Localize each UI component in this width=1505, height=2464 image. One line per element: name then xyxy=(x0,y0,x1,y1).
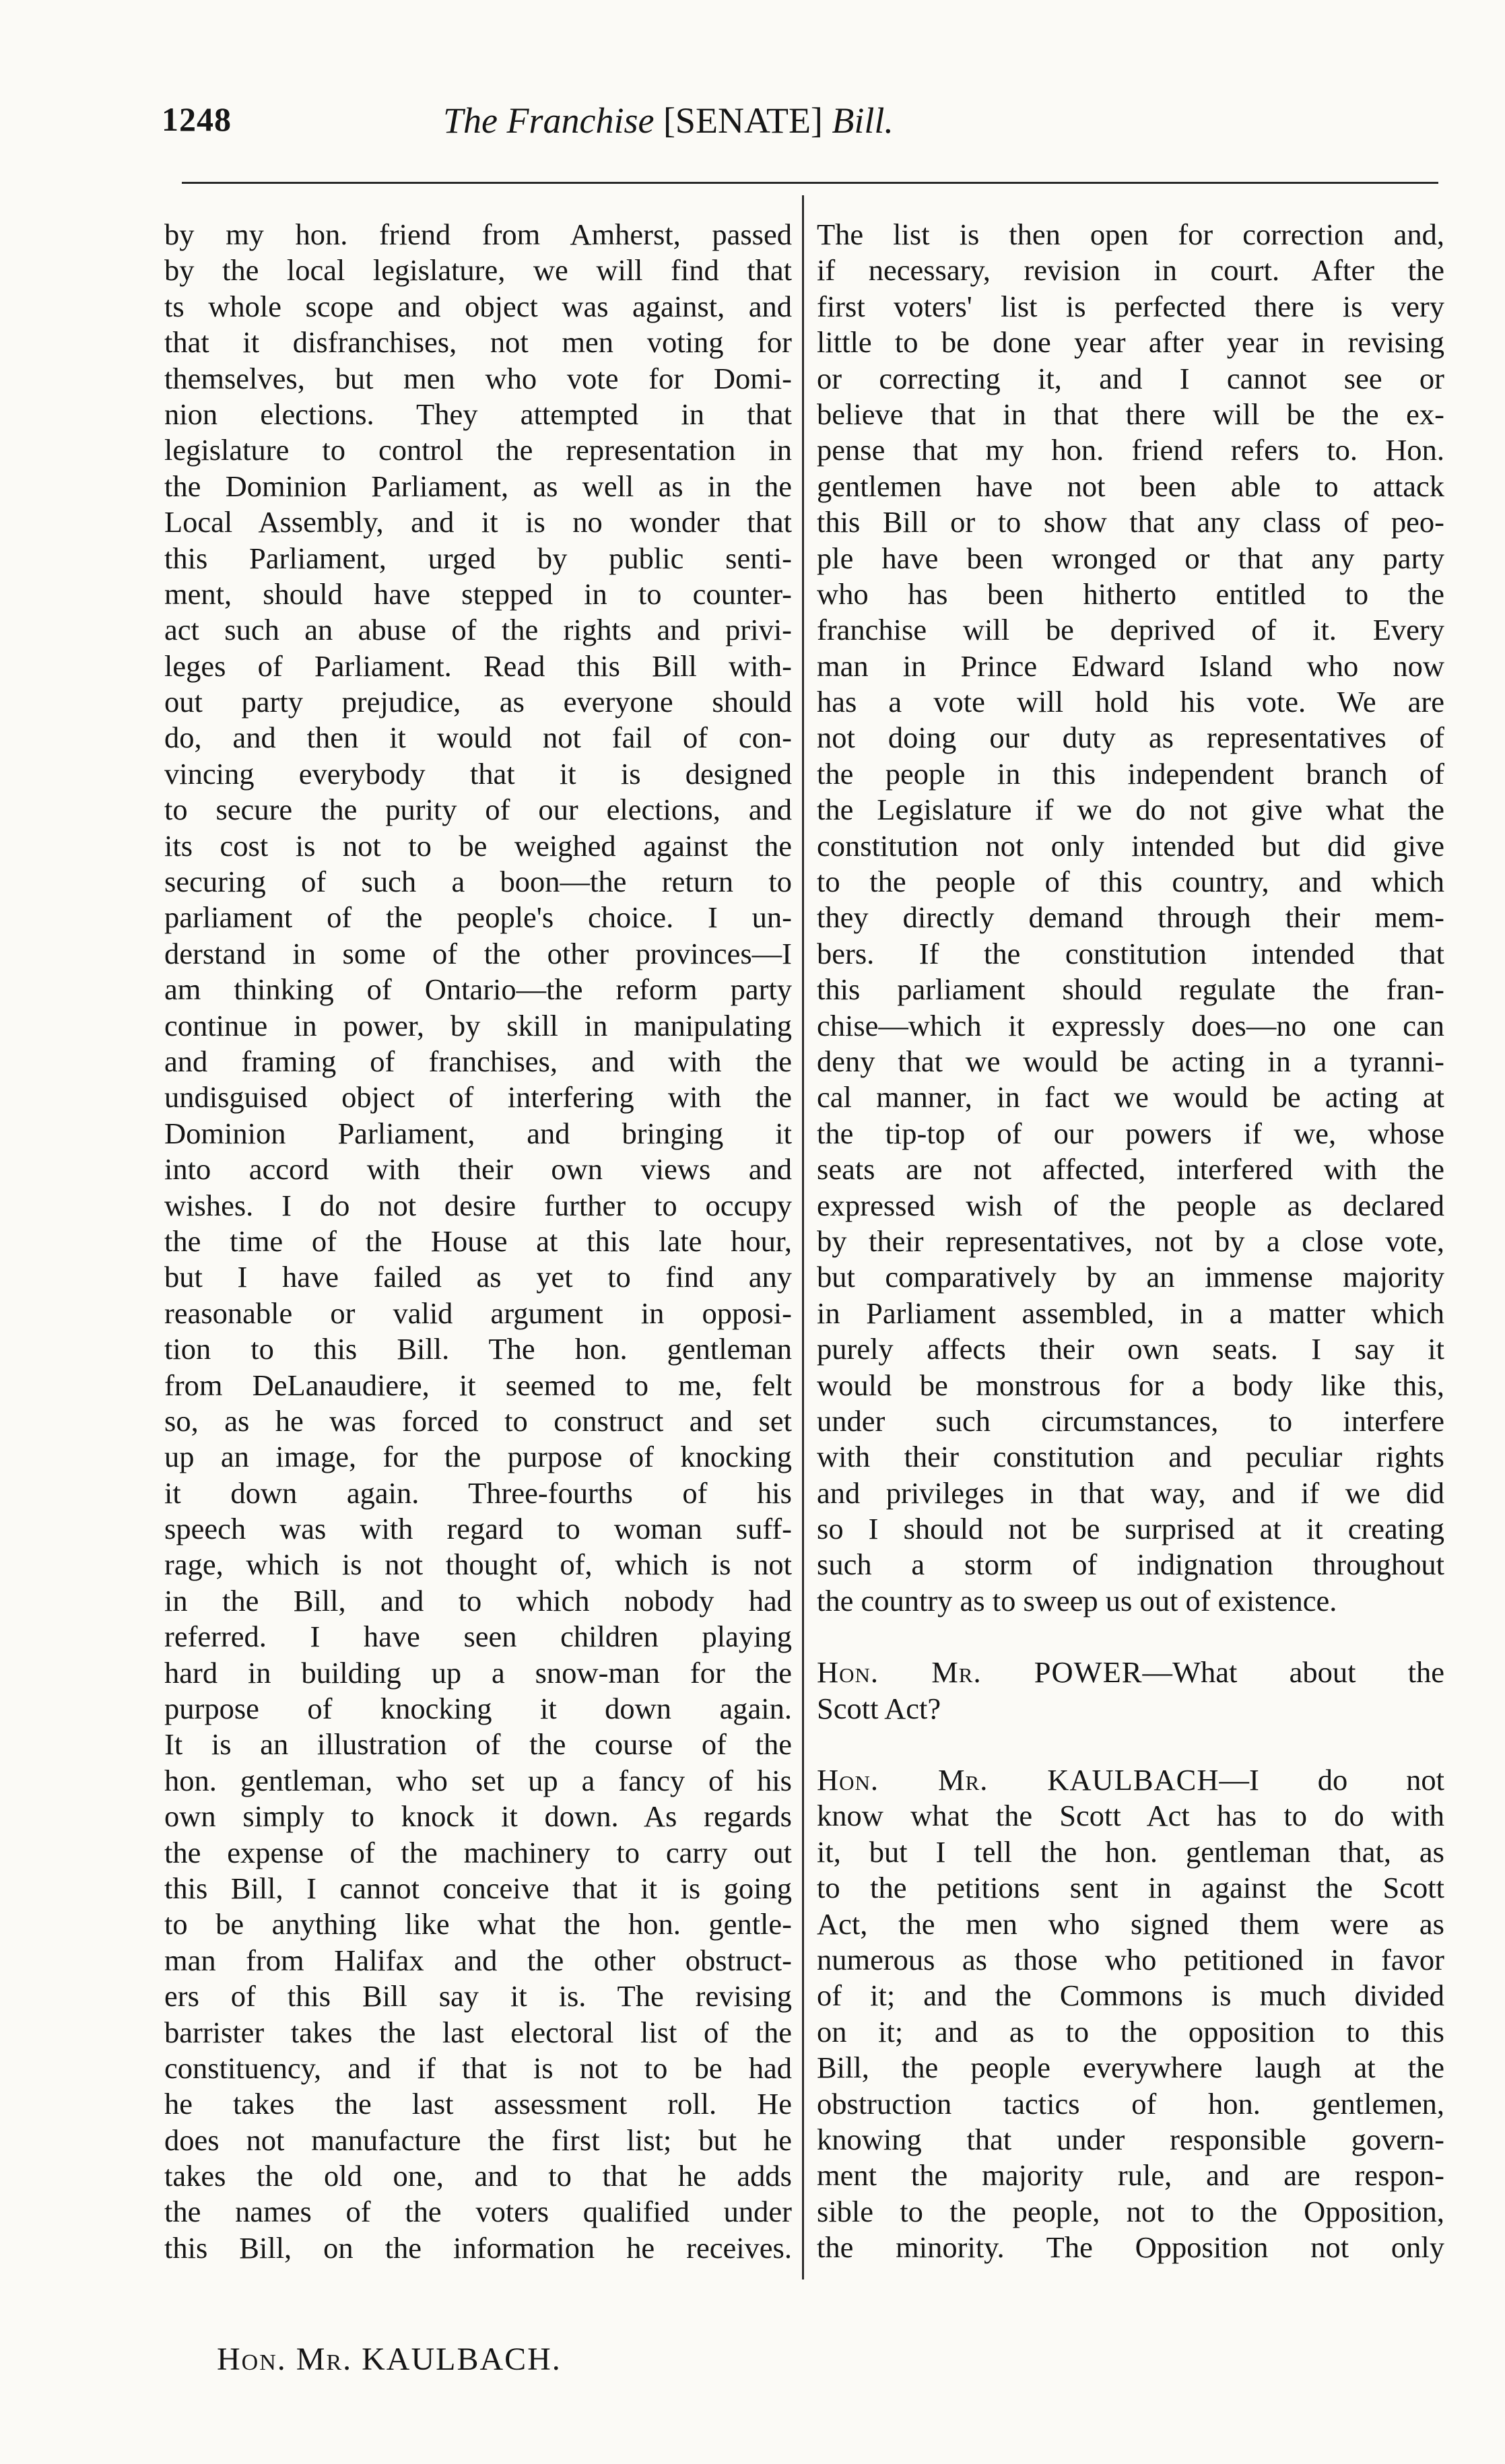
text-line: by the local legislature, we will find that xyxy=(164,253,792,288)
text-line: Bill, the people everywhere laugh at the xyxy=(817,2051,1444,2085)
text-line: under such circumstances, to interfere xyxy=(817,1403,1444,1438)
text-line: referred. I have seen children playing xyxy=(164,1620,792,1654)
text-line: not doing our duty as representatives of xyxy=(817,721,1444,755)
text-line: know what the Scott Act has to do with xyxy=(817,1799,1444,1833)
text-line: purpose of knocking it down again. xyxy=(164,1692,792,1726)
text-line: Scott Act? xyxy=(817,1691,941,1725)
text-line: ers of this Bill say it is. The revising xyxy=(164,1979,792,2013)
text-line: if necessary, revision in court. After the xyxy=(817,253,1444,288)
title-part-1: The Franchise xyxy=(443,100,655,141)
text-line: hon. gentleman, who set up a fancy of his xyxy=(164,1763,792,1797)
text-line: takes the old one, and to that he adds xyxy=(164,2159,792,2193)
text-line: leges of Parliament. Read this Bill with- xyxy=(164,648,792,683)
page-header xyxy=(162,100,1414,154)
text-line: sible to the people, not to the Opposition, xyxy=(817,2194,1444,2228)
text-line: of it; and the Commons is much divided xyxy=(817,1978,1444,2013)
text-line: wishes. I do not desire further to occupy xyxy=(164,1188,792,1222)
text-line: little to be done year after year in revising xyxy=(817,325,1444,360)
text-line: It is an illustration of the course of the xyxy=(164,1727,792,1762)
text-line: franchise will be deprived of it. Every xyxy=(817,613,1444,647)
text-line: but comparatively by an immense majority xyxy=(817,1260,1444,1294)
text-line: this Bill, I cannot conceive that it is going xyxy=(164,1871,792,1905)
text-line: constitution not only intended but did give xyxy=(817,828,1444,863)
text-line: or correcting it, and I cannot see or xyxy=(817,361,1444,395)
text-line: knowing that under responsible govern- xyxy=(817,2122,1444,2156)
header-rule xyxy=(182,182,1438,184)
text-line: hard in building up a snow-man for the xyxy=(164,1655,792,1690)
speech-text: —I do not xyxy=(1219,1763,1444,1797)
text-line: parliament of the people's choice. I un- xyxy=(164,900,792,935)
text-line xyxy=(817,1655,1444,1690)
text-line: vincing everybody that it is designed xyxy=(164,756,792,791)
text-line: act such an abuse of the rights and privi- xyxy=(164,613,792,647)
text-line: deny that we would be acting in a tyranni- xyxy=(817,1044,1444,1078)
text-line: such a storm of indignation throughout xyxy=(817,1547,1444,1582)
paragraph-gap xyxy=(817,1727,1444,1762)
text-line: would be monstrous for a body like this, xyxy=(817,1368,1444,1402)
text-line: nion elections. They attempted in that xyxy=(164,397,792,431)
text-line: man from Halifax and the other obstruct- xyxy=(164,1943,792,1977)
text-line: tion to this Bill. The hon. gentleman xyxy=(164,1332,792,1366)
text-line: this parliament should regulate the fran- xyxy=(817,972,1444,1007)
paragraph-gap xyxy=(817,1619,1444,1655)
text-line: the expense of the machinery to carry out xyxy=(164,1835,792,1869)
text-line: and framing of franchises, and with the xyxy=(164,1044,792,1078)
text-line: cal manner, in fact we would be acting at xyxy=(817,1080,1444,1114)
text-line: purely affects their own seats. I say it xyxy=(817,1332,1444,1366)
text-line: this Bill, on the information he receives. xyxy=(164,2230,792,2265)
text-line: man in Prince Edward Island who now xyxy=(817,648,1444,683)
title-part-2: Bill. xyxy=(832,100,894,141)
text-line: the Dominion Parliament, as well as in the xyxy=(164,469,792,503)
text-line: up an image, for the purpose of knocking xyxy=(164,1440,792,1474)
text-line: it, but I tell the hon. gentleman that, as xyxy=(817,1834,1444,1869)
text-line: am thinking of Ontario—the reform party xyxy=(164,972,792,1007)
text-line: chise—which it expressly does—no one can xyxy=(817,1008,1444,1042)
text-line: the country as to sweep us out of existence. xyxy=(817,1583,1337,1618)
text-line: Dominion Parliament, and bringing it xyxy=(164,1116,792,1150)
text-line: do, and then it would not fail of con- xyxy=(164,721,792,755)
speaker-name: Hon. Mr. KAULBACH xyxy=(817,1763,1219,1797)
right-paragraph-1 xyxy=(817,217,1444,1619)
text-line: by my hon. friend from Amherst, passed xyxy=(164,218,792,251)
text-line: continue in power, by skill in manipulating xyxy=(164,1008,792,1042)
text-line: it down again. Three-fourths of his xyxy=(164,1475,792,1510)
right-paragraph-2 xyxy=(817,1655,1444,1727)
speaker-name: Hon. Mr. POWER xyxy=(817,1655,1143,1690)
text-line: has a vote will hold his vote. We are xyxy=(817,685,1444,719)
text-line: the time of the House at this late hour, xyxy=(164,1224,792,1258)
text-line: the tip-top of our powers if we, whose xyxy=(817,1116,1444,1150)
text-line: barrister takes the last electoral list of the xyxy=(164,2015,792,2049)
text-line: derstand in some of the other provinces—I xyxy=(164,936,792,970)
text-line: believe that in that there will be the ex- xyxy=(817,397,1444,431)
text-line: ment the majority rule, and are respon- xyxy=(817,2158,1444,2193)
text-line: speech was with regard to woman suff- xyxy=(164,1512,792,1546)
text-line: gentlemen have not been able to attack xyxy=(817,469,1444,503)
text-line: the Legislature if we do not give what the xyxy=(817,793,1444,827)
text-line: reasonable or valid argument in opposi- xyxy=(164,1296,792,1330)
right-column xyxy=(817,217,1444,2265)
text-line: the names of the voters qualified under xyxy=(164,2195,792,2229)
text-line: he takes the last assessment roll. He xyxy=(164,2087,792,2121)
text-line: obstruction tactics of hon. gentlemen, xyxy=(817,2086,1444,2121)
text-line: seats are not affected, interfered with the xyxy=(817,1152,1444,1187)
text-line: pense that my hon. friend refers to. Hon. xyxy=(817,433,1444,467)
text-line: ment, should have stepped in to counter- xyxy=(164,576,792,611)
text-line: by their representatives, not by a close vote, xyxy=(817,1224,1444,1258)
text-line: Local Assembly, and it is no wonder that xyxy=(164,505,792,539)
text-line: that it disfranchises, not men voting for xyxy=(164,325,792,360)
text-line: expressed wish of the people as declared xyxy=(817,1188,1444,1222)
text-line: they directly demand through their mem- xyxy=(817,900,1444,935)
text-line: ts whole scope and object was against, and xyxy=(164,289,792,323)
page-number: 1248 xyxy=(162,100,232,138)
text-line: this Parliament, urged by public senti- xyxy=(164,541,792,575)
column-divider xyxy=(802,195,804,2279)
text-line: ple have been wronged or that any party xyxy=(817,541,1444,575)
running-title xyxy=(443,100,894,141)
text-line: The list is then open for correction and, xyxy=(817,218,1444,251)
text-line: legislature to control the representation in xyxy=(164,433,792,467)
text-line: into accord with their own views and xyxy=(164,1152,792,1187)
text-line: on it; and as to the opposition to this xyxy=(817,2014,1444,2049)
text-line: who has been hitherto entitled to the xyxy=(817,576,1444,611)
text-line: to be anything like what the hon. gentle- xyxy=(164,1907,792,1941)
text-line: in the Bill, and to which nobody had xyxy=(164,1583,792,1618)
text-line xyxy=(817,1762,1444,1798)
text-line: to the petitions sent in against the Scott xyxy=(817,1871,1444,1905)
text-line: so, as he was forced to construct and set xyxy=(164,1403,792,1438)
text-line: the minority. The Opposition not only xyxy=(817,2230,1444,2265)
text-line: bers. If the constitution intended that xyxy=(817,936,1444,970)
text-line: out party prejudice, as everyone should xyxy=(164,685,792,719)
text-line: undisguised object of interfering with the xyxy=(164,1080,792,1114)
text-line: the people in this independent branch of xyxy=(817,756,1444,791)
text-line: constituency, and if that is not to be had xyxy=(164,2051,792,2085)
text-line: with their constitution and peculiar rights xyxy=(817,1440,1444,1474)
text-line: and privileges in that way, and if we did xyxy=(817,1475,1444,1510)
text-line: but I have failed as yet to find any xyxy=(164,1260,792,1294)
text-line: rage, which is not thought of, which is not xyxy=(164,1547,792,1582)
text-line: in Parliament assembled, in a matter which xyxy=(817,1296,1444,1330)
right-paragraph-3 xyxy=(817,1762,1444,2265)
title-bracket: [SENATE] xyxy=(663,100,823,141)
text-line: first voters' list is perfected there is very xyxy=(817,289,1444,323)
text-line: to the people of this country, and which xyxy=(817,865,1444,899)
text-line: Act, the men who signed them were as xyxy=(817,1906,1444,1941)
text-line: its cost is not to be weighed against the xyxy=(164,828,792,863)
left-column xyxy=(164,217,792,2266)
text-line: does not manufacture the first list; but he xyxy=(164,2123,792,2157)
text-line: from DeLanaudiere, it seemed to me, felt xyxy=(164,1368,792,1402)
text-line: to secure the purity of our elections, and xyxy=(164,793,792,827)
text-line: this Bill or to show that any class of peo- xyxy=(817,505,1444,539)
footer-speaker: Hon. Mr. KAULBACH. xyxy=(217,2341,562,2377)
text-line: securing of such a boon—the return to xyxy=(164,865,792,899)
text-line: so I should not be surprised at it creating xyxy=(817,1512,1444,1546)
text-line: own simply to knock it down. As regards xyxy=(164,1799,792,1834)
text-line: numerous as those who petitioned in favor xyxy=(817,1942,1444,1976)
speech-text: —What about the xyxy=(1142,1655,1444,1690)
text-line: themselves, but men who vote for Domi- xyxy=(164,361,792,395)
